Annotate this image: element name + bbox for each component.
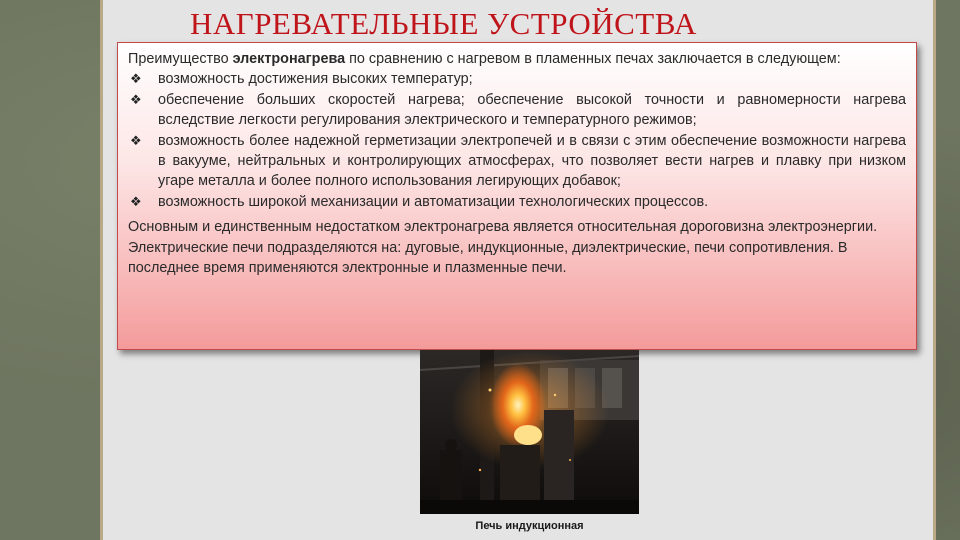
disadvantage-paragraph: Основным и единственным недостатком электронагрева является относительная дороговизна электроэнергии.	[128, 219, 878, 236]
intro-bold-term: электронагрева	[232, 51, 346, 67]
furnace-types-paragraph: Электрические печи подразделяются на: дуговые, индукционные, диэлектрические, печи сопротивления. В последнее время применяются электронные и плазменные печи.	[128, 239, 848, 277]
intro-text-end: по сравнению с нагревом в пламенных печах заключается в следующем:	[345, 51, 841, 67]
diamond-flower-bullet-icon: ❖	[130, 132, 142, 148]
diamond-flower-bullet-icon: ❖	[130, 91, 142, 107]
advantages-list	[128, 69, 906, 212]
induction-furnace-photo	[420, 350, 639, 514]
list-item-text: обеспечение больших скоростей нагрева; обеспечение высокой точности и равномерности нагрева вследствие легкости регулирования электрического и температурного режимов;	[158, 91, 906, 129]
content-text-box	[117, 42, 917, 350]
furnace-photo-graphic	[420, 350, 639, 514]
list-item	[128, 69, 906, 89]
list-item-text: возможность более надежной герметизации электропечей и в связи с этим обеспечение возможности нагрева в вакууме, нейтральных и контролирующих атмосферах, что позволяет вести нагрев и плавку при низком угаре металла и более полного использования легирующих добавок;	[158, 132, 906, 190]
list-item-text: возможность достижения высоких температур;	[158, 71, 473, 88]
list-item	[128, 192, 906, 212]
list-item	[128, 131, 906, 192]
diamond-flower-bullet-icon: ❖	[130, 71, 142, 87]
slide-title: НАГРЕВАТЕЛЬНЫЕ УСТРОЙСТВА	[190, 6, 697, 41]
list-item	[128, 90, 906, 131]
list-item-text: возможность широкой механизации и автоматизации технологических процессов.	[158, 193, 709, 210]
photo-caption: Печь индукционная	[475, 520, 584, 532]
intro-text-start: Преимущество	[128, 51, 233, 67]
intro-paragraph	[128, 49, 906, 69]
diamond-flower-bullet-icon: ❖	[130, 193, 142, 209]
